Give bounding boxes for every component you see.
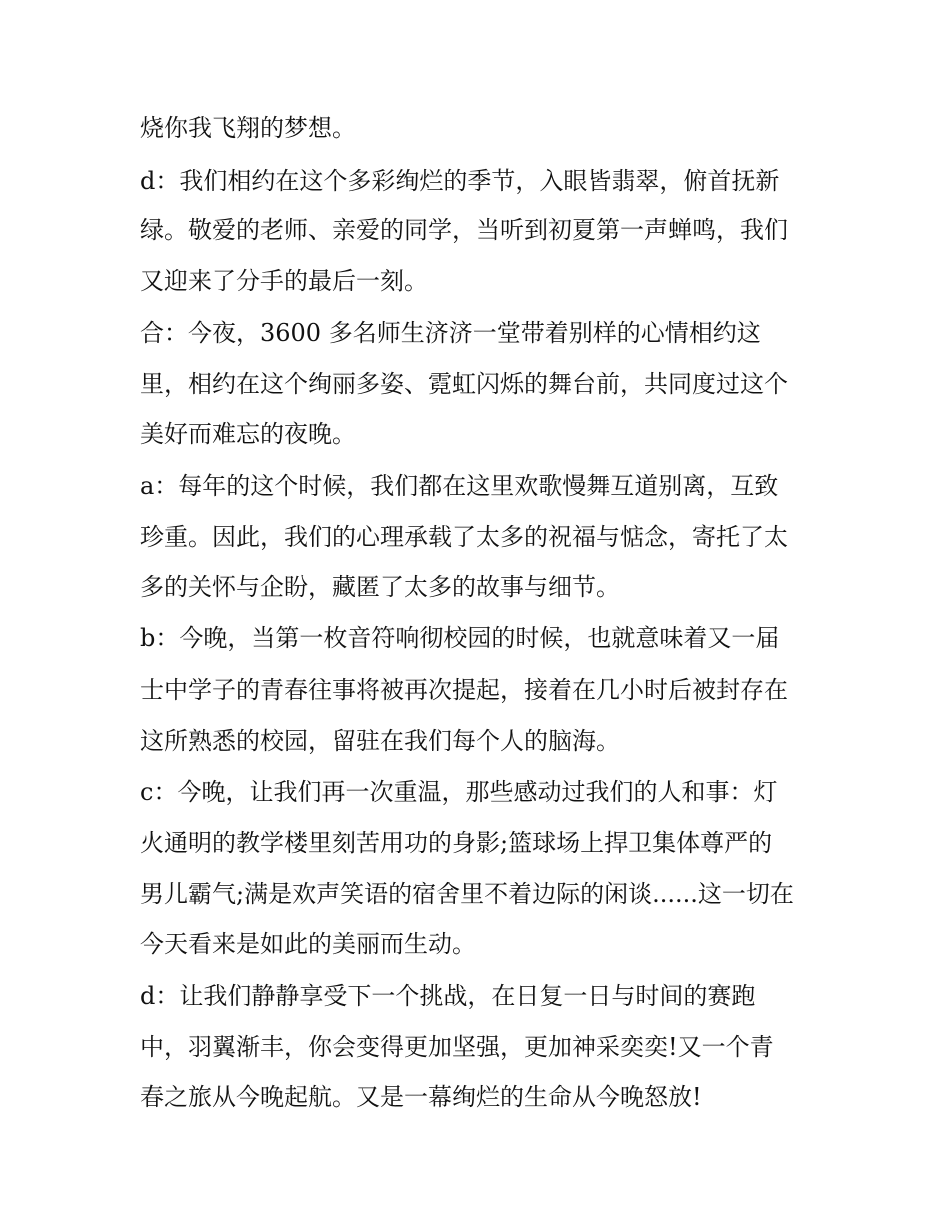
text-line: 合：今夜，3600 多名师生济济一堂带着别样的心情相约这 [140, 319, 761, 347]
text-line: b：今晚，当第一枚音符响彻校园的时候，也就意味着又一届 [140, 624, 780, 652]
text-line: 这所熟悉的校园，留驻在我们每个人的脑海。 [140, 727, 620, 755]
text-line: 今天看来是如此的美丽而生动。 [140, 930, 476, 958]
text-line: 中，羽翼渐丰，你会变得更加坚强，更加神采奕奕!又一个青 [140, 1033, 774, 1061]
text-line: d：我们相约在这个多彩绚烂的季节，入眼皆翡翠，俯首抚新 [140, 167, 780, 195]
text-line: c：今晚，让我们再一次重温，那些感动过我们的人和事：灯 [140, 778, 778, 806]
text-line: 火通明的教学楼里刻苦用功的身影;篮球场上捍卫集体尊严的 [140, 829, 773, 857]
text-line: 烧你我飞翔的梦想。 [140, 114, 356, 142]
text-line: a：每年的这个时候，我们都在这里欢歌慢舞互道别离，互致 [140, 472, 779, 500]
text-line: 里，相约在这个绚丽多姿、霓虹闪烁的舞台前，共同度过这个 [140, 370, 788, 398]
text-line: 美好而难忘的夜晚。 [140, 420, 356, 448]
text-line: 绿。敬爱的老师、亲爱的同学，当听到初夏第一声蝉鸣，我们 [140, 216, 788, 244]
text-line: 士中学子的青春往事将被再次提起，接着在几小时后被封存在 [140, 676, 788, 704]
text-line: 珍重。因此，我们的心理承载了太多的祝福与惦念，寄托了太 [140, 523, 788, 551]
text-line: d：让我们静静享受下一个挑战，在日复一日与时间的赛跑 [140, 982, 756, 1010]
text-line: 多的关怀与企盼，藏匿了太多的故事与细节。 [140, 573, 620, 601]
text-line: 男儿霸气;满是欢声笑语的宿舍里不着边际的闲谈......这一切在 [140, 880, 794, 908]
text-line: 春之旅从今晚起航。又是一幕绚烂的生命从今晚怒放! [140, 1083, 702, 1111]
text-line: 又迎来了分手的最后一刻。 [140, 267, 428, 295]
